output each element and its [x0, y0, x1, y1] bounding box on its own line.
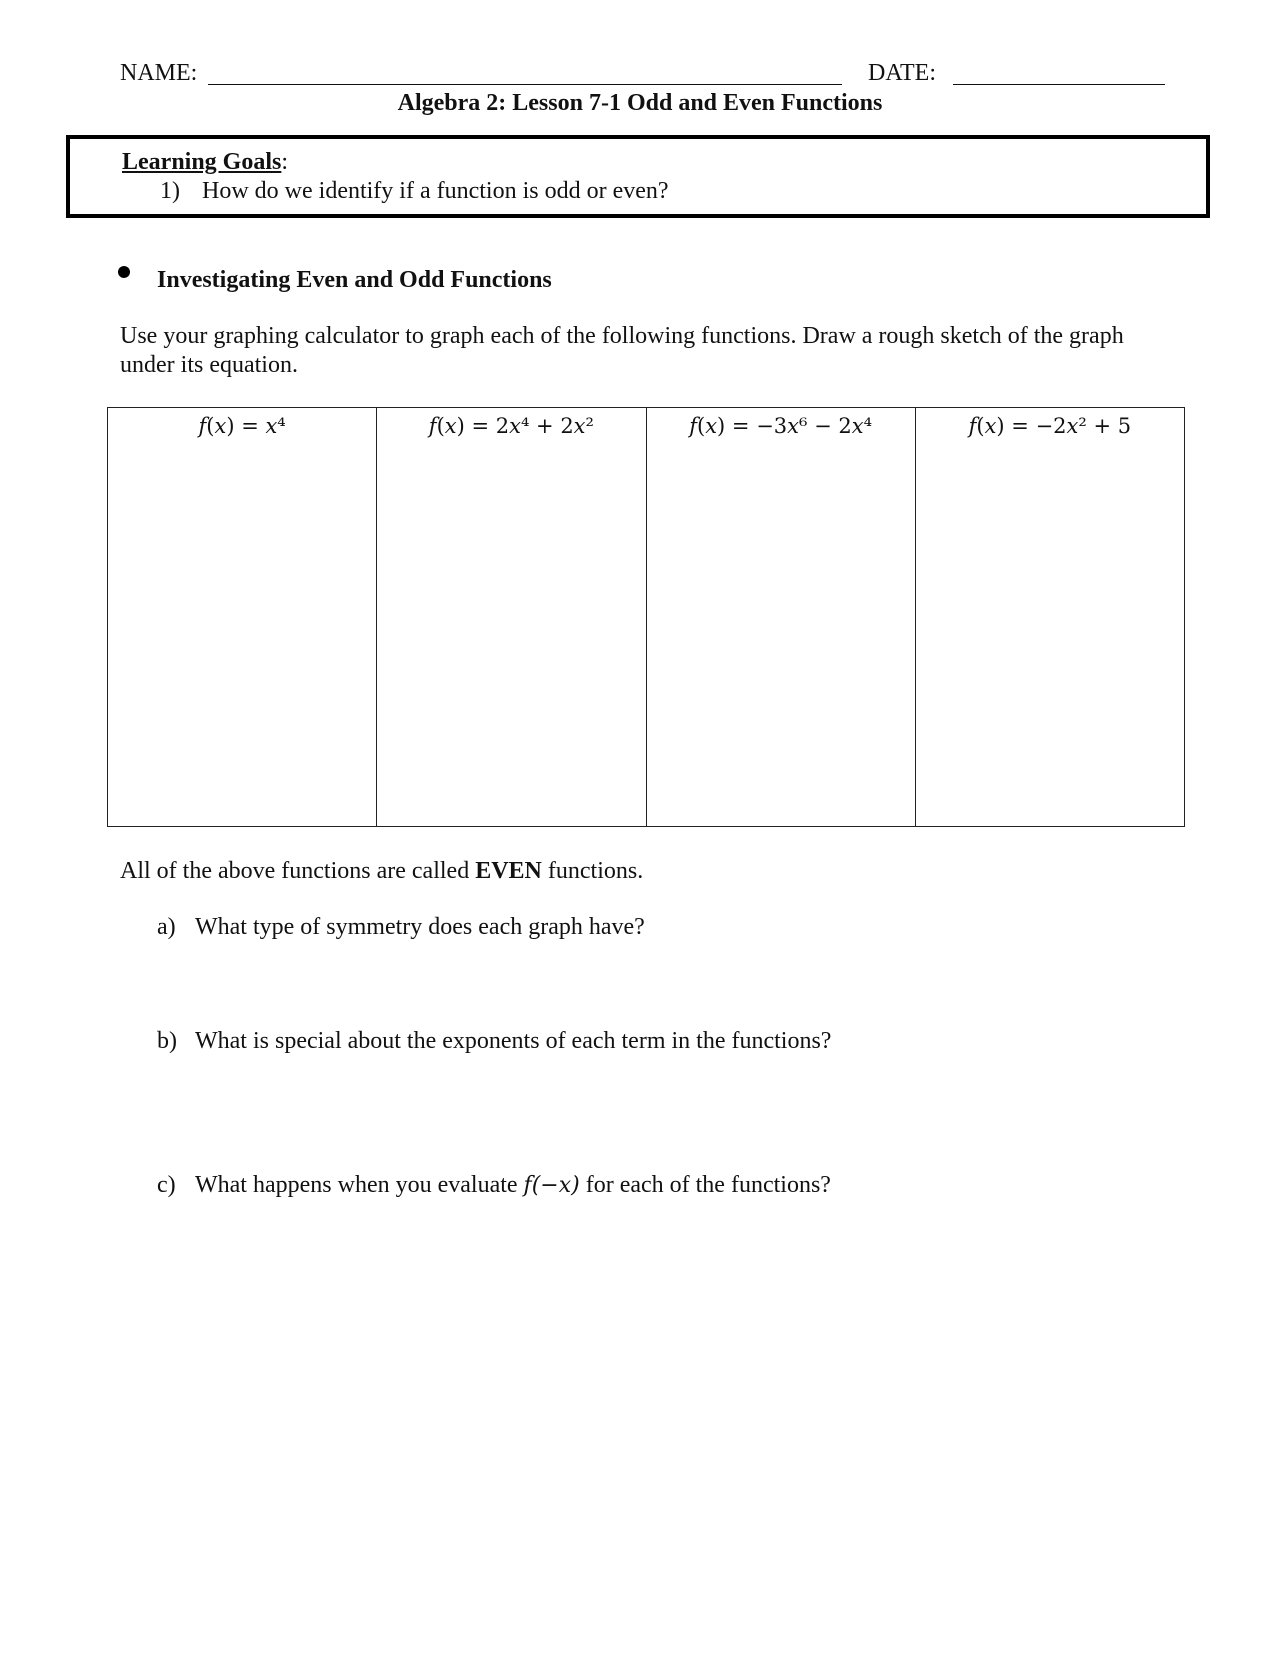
question-letter: c) [157, 1172, 176, 1198]
even-functions-statement [120, 855, 643, 887]
question-text-before: What happens when you evaluate [195, 1172, 524, 1198]
section-heading: Investigating Even and Odd Functions [157, 267, 552, 293]
question-letter: b) [157, 1028, 177, 1054]
date-label: DATE: [868, 60, 936, 86]
equation-2: 𝑓(𝑥) = 2𝑥⁴ + 2𝑥² [428, 414, 594, 438]
learning-goals-box [66, 135, 1210, 218]
question-letter: a) [157, 914, 176, 940]
learning-goal-text: How do we identify if a function is odd or even? [202, 178, 669, 204]
name-label: NAME: [120, 60, 198, 86]
instructions-paragraph: Use your graphing calculator to graph each of the following functions. Draw a rough sketch of the graph under its equation. [120, 323, 1124, 378]
statement-emphasis: EVEN [475, 858, 542, 884]
question-b [157, 1025, 831, 1057]
graph-cell-3[interactable] [647, 408, 916, 826]
date-blank-line[interactable] [953, 84, 1165, 85]
statement-suffix: functions. [541, 858, 644, 884]
header-line [120, 56, 1170, 90]
learning-goals-heading-colon: : [281, 149, 289, 175]
statement-prefix: All of the above functions are called [120, 858, 476, 884]
bullet-icon [118, 266, 130, 278]
page-title: Algebra 2: Lesson 7-1 Odd and Even Functions [397, 90, 883, 116]
learning-goals-heading-text: Learning Goals [122, 149, 282, 175]
question-a [157, 911, 645, 943]
graph-cell-1[interactable] [108, 408, 377, 826]
question-text: What type of symmetry does each graph have? [195, 914, 645, 940]
learning-goal-number: 1) [160, 178, 180, 204]
graph-cell-4[interactable] [916, 408, 1184, 826]
question-text-after: for each of the functions? [579, 1172, 831, 1198]
graph-sketch-table [107, 407, 1185, 827]
learning-goal-item [160, 176, 669, 206]
equation-1: 𝑓(𝑥) = 𝑥⁴ [198, 414, 286, 438]
name-blank-line[interactable] [208, 84, 842, 85]
learning-goals-heading [122, 147, 288, 177]
graph-cell-2[interactable] [377, 408, 646, 826]
equation-3: 𝑓(𝑥) = −3𝑥⁶ − 2𝑥⁴ [689, 414, 872, 438]
question-c [157, 1169, 831, 1202]
question-text: What is special about the exponents of each term in the functions? [195, 1028, 832, 1054]
question-math: 𝑓(−𝑥) [523, 1173, 580, 1198]
equation-4: 𝑓(𝑥) = −2𝑥² + 5 [968, 414, 1132, 438]
